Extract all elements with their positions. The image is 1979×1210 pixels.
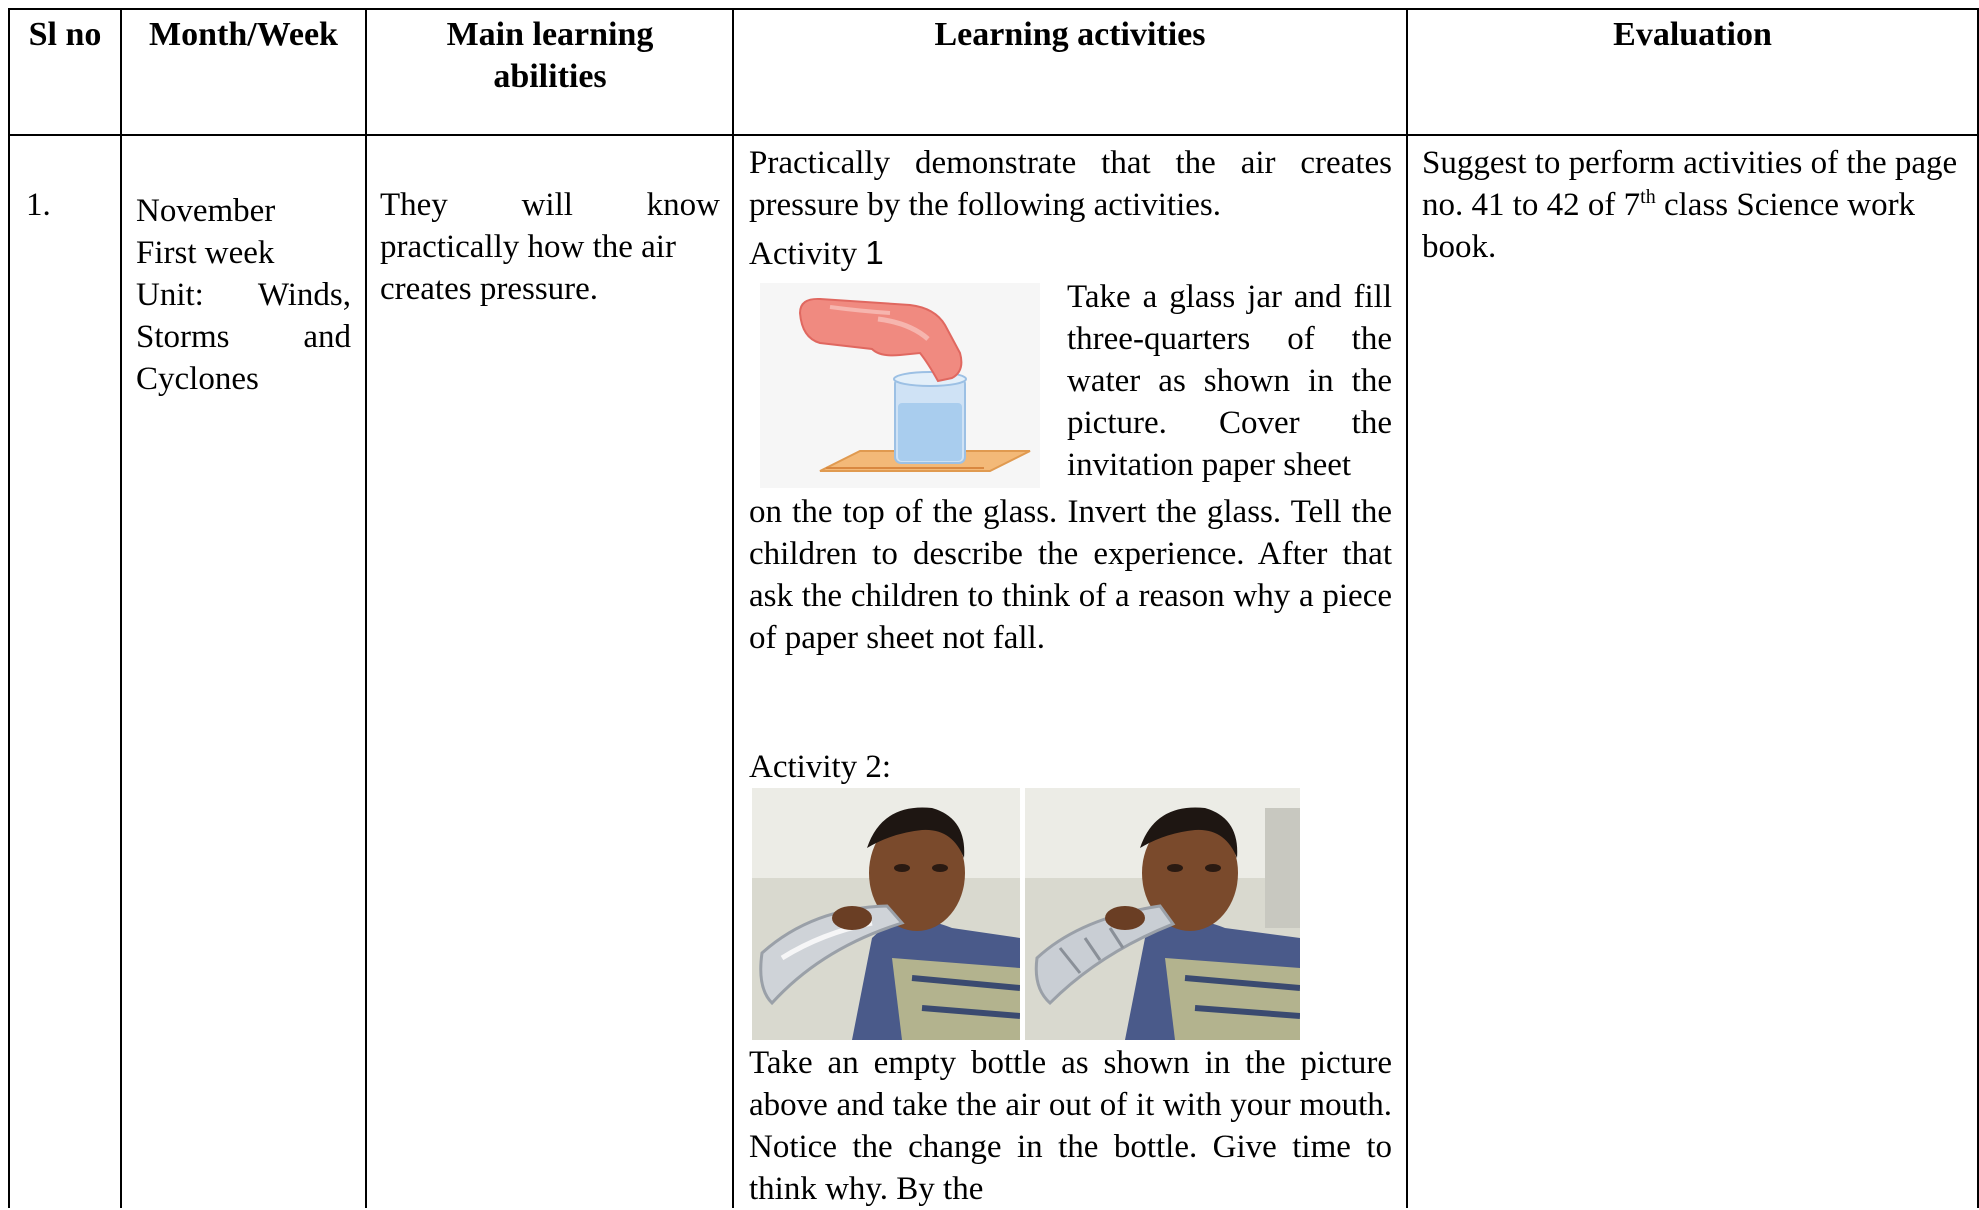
table-border-col1 <box>120 8 122 1208</box>
table-header-divider <box>8 134 1979 136</box>
evaluation-text: Suggest to perform activities of the page no. 41 to 42 of 7 <box>1422 145 1958 223</box>
table-border-left <box>8 8 10 1208</box>
abilities-text: practically how the air creates pressure. <box>380 229 676 307</box>
activity1-text: on the top of the glass. Invert the glass. Tell the children to describe the experience. After that ask the children to think of a reason why a piece of paper sheet not fall. <box>749 494 1392 656</box>
activity1-number: 1 <box>865 234 884 271</box>
header-main-learning-abilities: Main learning abilities <box>446 16 654 95</box>
week-line: First week <box>136 235 275 271</box>
activity1-side-text: Take a glass jar and fill three-quarters of the water as shown in the picture. Cover the invitation paper sheet <box>1067 279 1392 483</box>
evaluation-superscript: th <box>1640 186 1656 208</box>
table-border-col2 <box>365 8 367 1208</box>
evaluation-text-end: class Science work book. <box>1422 187 1916 265</box>
header-learning-activities: Learning activities <box>934 16 1206 53</box>
row-sl-no: 1. <box>26 187 51 223</box>
unit-line-2: Storms and <box>136 319 351 355</box>
glass-jar-icon <box>760 283 1040 488</box>
header-sl-no: Sl no <box>28 16 102 53</box>
table-border-col4 <box>1406 8 1408 1208</box>
bottle-photo-right-icon <box>1025 788 1300 1040</box>
unit-line-3: Cyclones <box>136 361 259 397</box>
activity1-title <box>749 232 884 275</box>
row-evaluation <box>1422 142 1972 268</box>
table-border-top <box>8 8 1979 10</box>
header-month-week: Month/Week <box>149 16 338 53</box>
row-month-week <box>136 190 351 400</box>
bottle-photo-right <box>1025 788 1300 1040</box>
table-border-col3 <box>732 8 734 1208</box>
activity2-text: Take an empty bottle as shown in the picture above and take the air out of it with your mouth. Notice the change in the bottle. Give time to think why. By the <box>749 1045 1392 1207</box>
abilities-line-1: They will know <box>380 187 720 223</box>
activities-intro: Practically demonstrate that the air creates pressure by the following activities. <box>749 145 1392 223</box>
unit-line-1: Unit: Winds, <box>136 277 351 313</box>
row-main-learning-abilities <box>380 184 720 310</box>
activity2-title: Activity 2: <box>749 749 892 785</box>
header-evaluation: Evaluation <box>1613 16 1772 53</box>
activity1-title-label: Activity <box>749 236 858 272</box>
glass-jar-illustration <box>760 283 1040 488</box>
bottle-photo-left-icon <box>752 788 1020 1040</box>
month-line: November <box>136 193 276 229</box>
bottle-photo-left <box>752 788 1020 1040</box>
